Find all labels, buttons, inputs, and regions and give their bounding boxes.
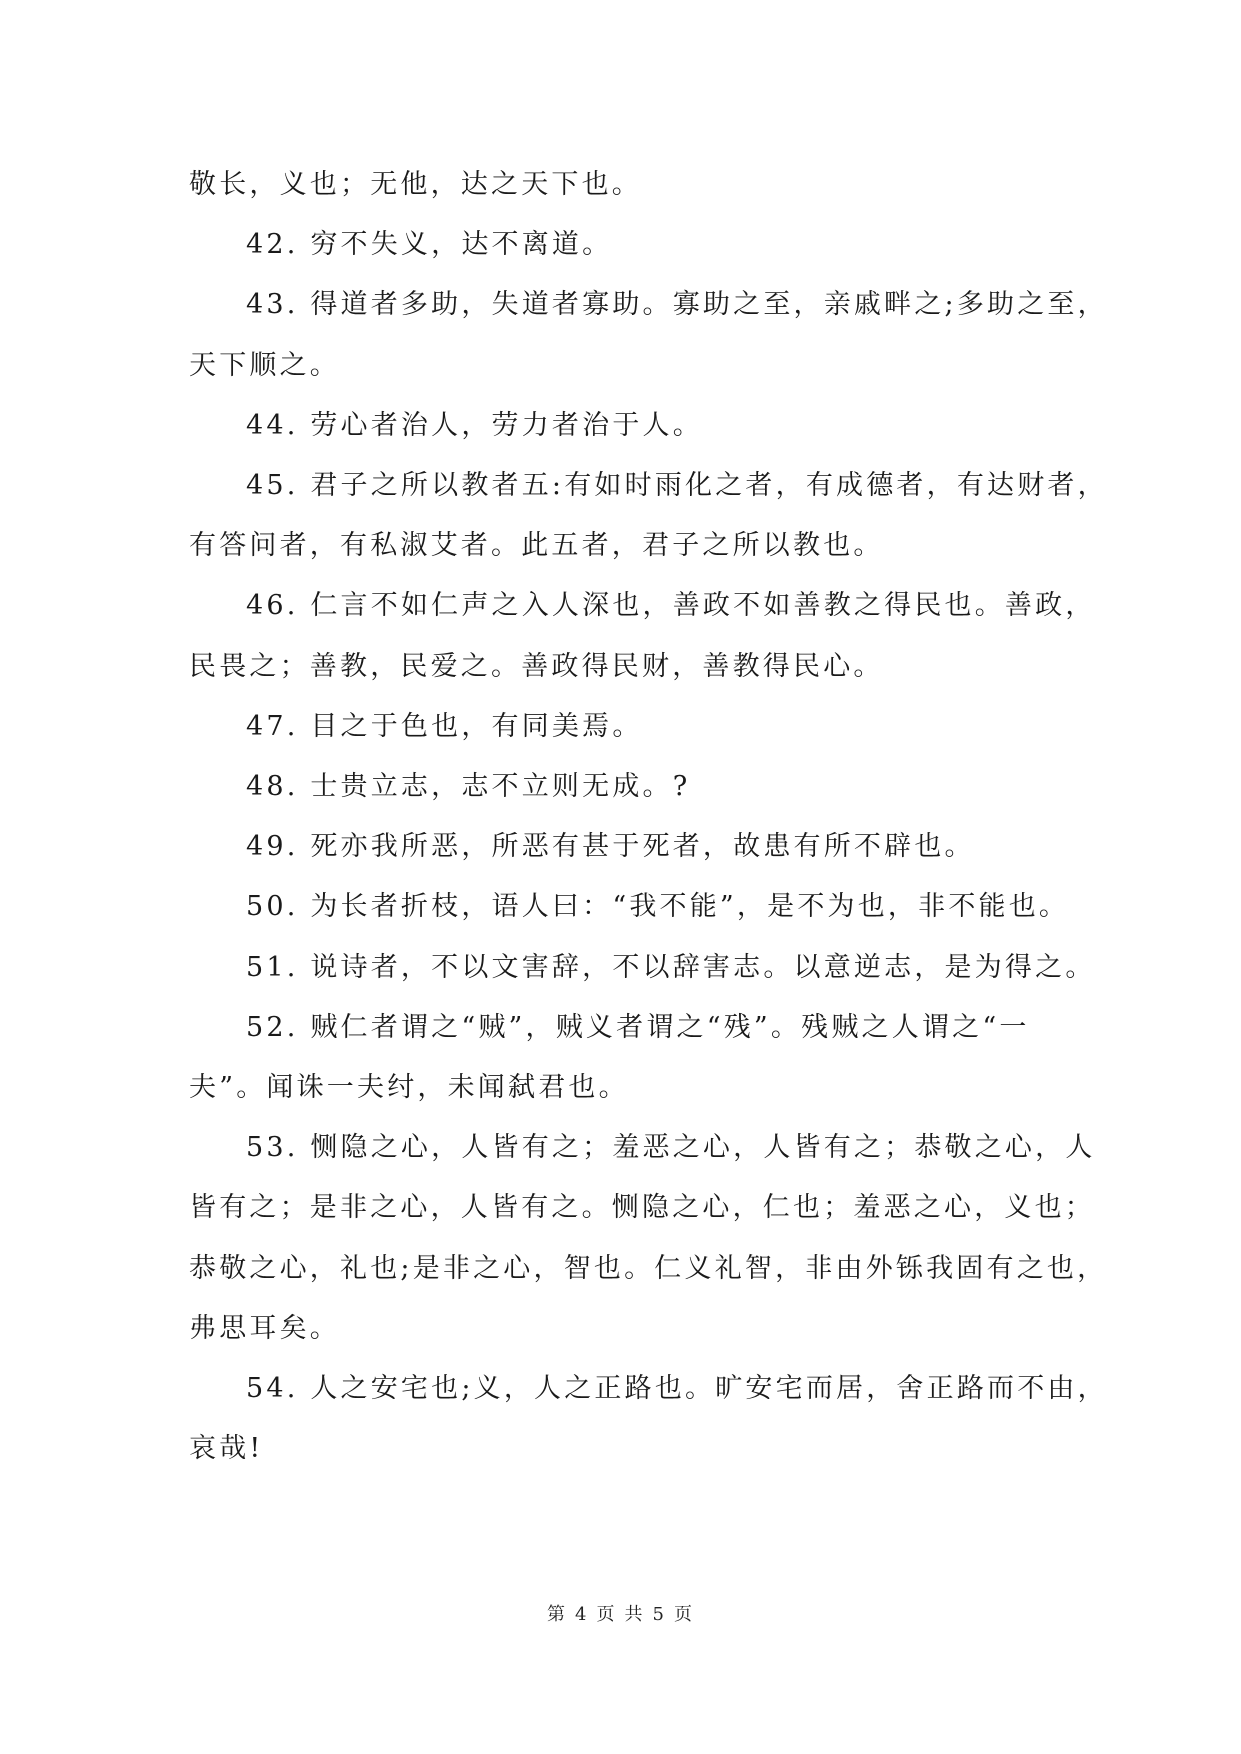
text-line: 天下顺之。	[189, 349, 340, 381]
text-line: 恭敬之心，礼也;是非之心，智也。仁义礼智，非由外铄我固有之也，	[189, 1252, 1108, 1284]
text-line: 43. 得道者多助，失道者寡助。寡助之至，亲戚畔之;多助之至，	[246, 289, 1108, 321]
text-line: 45. 君子之所以教者五:有如时雨化之者，有成德者，有达财者，	[246, 470, 1108, 502]
text-line: 50. 为长者折枝，语人曰：“我不能”，是不为也，非不能也。	[246, 891, 1070, 923]
text-line: 46. 仁言不如仁声之入人深也，善政不如善教之得民也。善政，	[246, 590, 1096, 622]
text-line: 皆有之；是非之心，人皆有之。恻隐之心，仁也；羞恶之心，义也；	[189, 1192, 1095, 1224]
text-line: 弗思耳矣。	[189, 1312, 340, 1344]
text-line: 夫”。闻诛一夫纣，未闻弑君也。	[189, 1072, 629, 1104]
text-line: 42. 穷不失义，达不离道。	[246, 229, 613, 261]
text-line: 有答问者，有私淑艾者。此五者，君子之所以教也。	[189, 530, 884, 562]
footer-prefix: 第	[547, 1604, 568, 1625]
text-line: 51. 说诗者，不以文害辞，不以辞害志。以意逆志，是为得之。	[246, 951, 1096, 983]
text-line: 民畏之；善教，民爱之。善政得民财，善教得民心。	[189, 650, 884, 682]
text-line: 53. 恻隐之心，人皆有之；羞恶之心，人皆有之；恭敬之心，人	[246, 1132, 1096, 1164]
footer-page-word: 页	[596, 1604, 617, 1625]
footer-total-word: 共	[624, 1604, 645, 1625]
document-body	[189, 155, 1108, 1479]
footer-total-pages: 5	[652, 1604, 666, 1625]
text-line: 44. 劳心者治人，劳力者治于人。	[246, 409, 703, 441]
text-line: 54. 人之安宅也;义，人之正路也。旷安宅而居，舍正路而不由，	[246, 1373, 1108, 1405]
text-line: 47. 目之于色也，有同美焉。	[246, 710, 643, 742]
text-line: 哀哉!	[189, 1433, 264, 1465]
footer-current-page: 4	[575, 1604, 589, 1625]
page-footer	[0, 1600, 1241, 1626]
text-line: 52. 贼仁者谓之“贼”，贼义者谓之“残”。残贼之人谓之“一	[246, 1011, 1030, 1043]
text-line: 49. 死亦我所恶，所恶有甚于死者，故患有所不辟也。	[246, 831, 975, 863]
text-line: 敬长，义也；无他，达之天下也。	[189, 169, 642, 200]
footer-suffix: 页	[673, 1604, 694, 1625]
text-line: 48. 士贵立志，志不立则无成。?	[246, 771, 691, 803]
